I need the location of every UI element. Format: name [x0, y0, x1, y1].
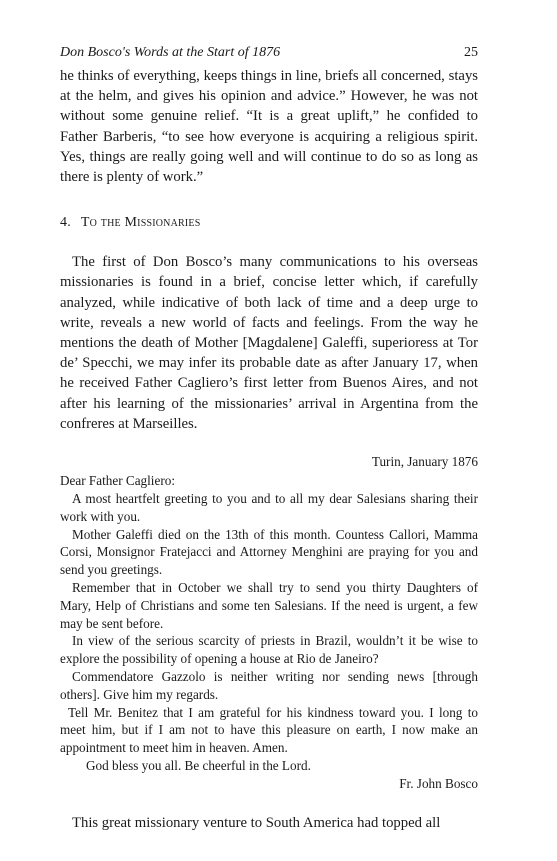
letter-paragraph: Commendatore Gazzolo is neither writing nor sending news [through others]. Give him my regards.: [60, 669, 478, 702]
letter-signature: Fr. John Bosco: [399, 775, 478, 791]
closing-paragraph: This great missionary venture to South America had topped all: [72, 814, 441, 831]
book-page: [60, 44, 478, 833]
letter-salutation: Dear Father Cagliero:: [60, 473, 175, 489]
letter-paragraph: God bless you all. Be cheerful in the Lord.: [86, 758, 311, 773]
letter-paragraph: A most heartfelt greeting to you and to all my dear Salesians sharing their work with you.: [60, 491, 478, 524]
section-title: To the Missionaries: [80, 215, 201, 231]
running-head: [60, 44, 478, 66]
letter: [60, 453, 478, 793]
letter-dateline: Turin, January 1876: [371, 454, 478, 470]
section-heading: [60, 213, 478, 233]
opening-paragraph: he thinks of everything, keeps things in line, briefs all concerned, stays at the helm, and gives his opinion and advice.” However, he was not without some genuine relief. “It is a great uplift,” he confided to Father Barberis, “to see how everyone is acquiring a religious spirit. Yes, things are really going well and will continue to do so as long as there is plenty of work.”: [60, 68, 478, 186]
running-head-title: Don Bosco's Words at the Start of 1876: [60, 45, 281, 60]
letter-paragraph: Tell Mr. Benitez that I am grateful for his kindness toward you. I long to meet him, but if I am not to have this pleasure on earth, I now make an appointment to meet him in heaven. Amen.: [60, 704, 478, 756]
letter-paragraph: Mother Galeffi died on the 13th of this month. Countess Callori, Mamma Corsi, Monsignor Fratejacci and Attorney Menghini are praying for you and send you greetings.: [60, 526, 478, 578]
section-number: 4.: [60, 215, 71, 231]
letter-paragraph: In view of the serious scarcity of priests in Brazil, wouldn’t it be wise to explore the possibility of opening a house at Rio de Janeiro?: [60, 633, 478, 667]
letter-paragraph: Remember that in October we shall try to send you thirty Daughters of Mary, Help of Christians and some ten Salesians. If the need is urgent, a few may be sent before.: [60, 580, 478, 631]
page-number: 25: [464, 45, 478, 60]
intro-paragraph: The first of Don Bosco’s many communications to his overseas missionaries is found in a brief, concise letter which, if carefully analyzed, while indicative of both lack of time and a deep urge to write, reveals a new world of facts and feelings. From the way he mentions the death of Mother [Magdalene] Galeffi, superioress at Tor de’ Specchi, we may infer its probable date as after January 17, when he received Father Cagliero’s first letter from Buenos Aires, and not after his learning of the missionaries’ arrival in Argentina from the confreres at Marseilles.: [60, 254, 478, 432]
